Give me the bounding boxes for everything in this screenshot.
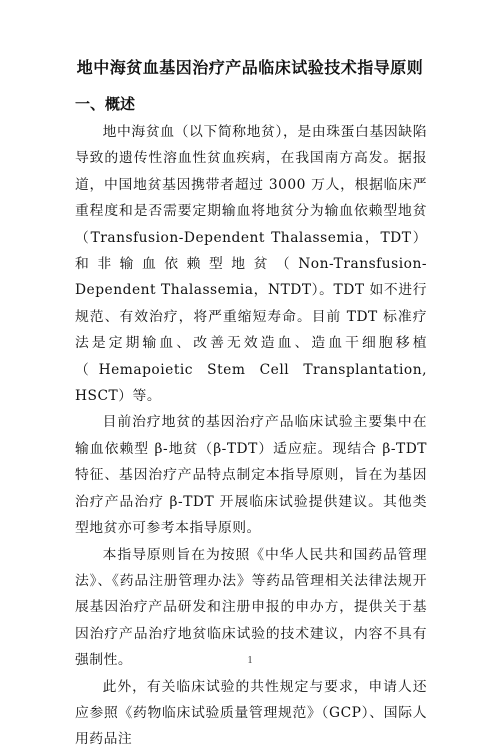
paragraph-intro: 地中海贫血（以下简称地贫），是由珠蛋白基因缺陷导致的遗传性溶血性贫血疾病，在我国南方高发。据报道，中国地贫基因携带者超过 3000 万人，根据临床严重程度和是否需要定期输血将地贫分为输血依赖型地贫（Transfusion-Dependent Thalassemia，TDT）和非输血依赖型地贫（Non-Transfusion-Dependent Thalassemia，NTDT）。TDT 如不进行规范、有效治疗，将严重缩短寿命。目前 TDT 标准疗法是定期输血、改善无效造血、造血干细胞移植（Hemapoietic Stem Cell Transplantation, HSCT）等。 <box>75 124 427 405</box>
paragraph-references: 此外，有关临床试验的共性规定与要求，申请人还应参照《药物临床试验质量管理规范》（GCP）、国际人用药品注 <box>75 678 427 748</box>
paragraph-purpose: 本指导原则旨在为按照《中华人民共和国药品管理法》、《药品注册管理办法》等药品管理相关法律法规开展基因治疗产品研发和注册申报的申办方，提供关于基因治疗产品治疗地贫临床试验的技术建议，内容不具有强制性。 <box>75 546 427 669</box>
section-heading-overview: 一、概述 <box>75 95 136 113</box>
page-number: 1 <box>247 655 253 666</box>
document-title: 地中海贫血基因治疗产品临床试验技术指导原则 <box>76 58 424 77</box>
paragraph-scope: 目前治疗地贫的基因治疗产品临床试验主要集中在输血依赖型 β-地贫（β-TDT）适应症。现结合 β-TDT 特征、基因治疗产品特点制定本指导原则，旨在为基因治疗产品治疗 β-TDT 开展临床试验提供建议。其他类型地贫亦可参考本指导原则。 <box>75 414 427 537</box>
